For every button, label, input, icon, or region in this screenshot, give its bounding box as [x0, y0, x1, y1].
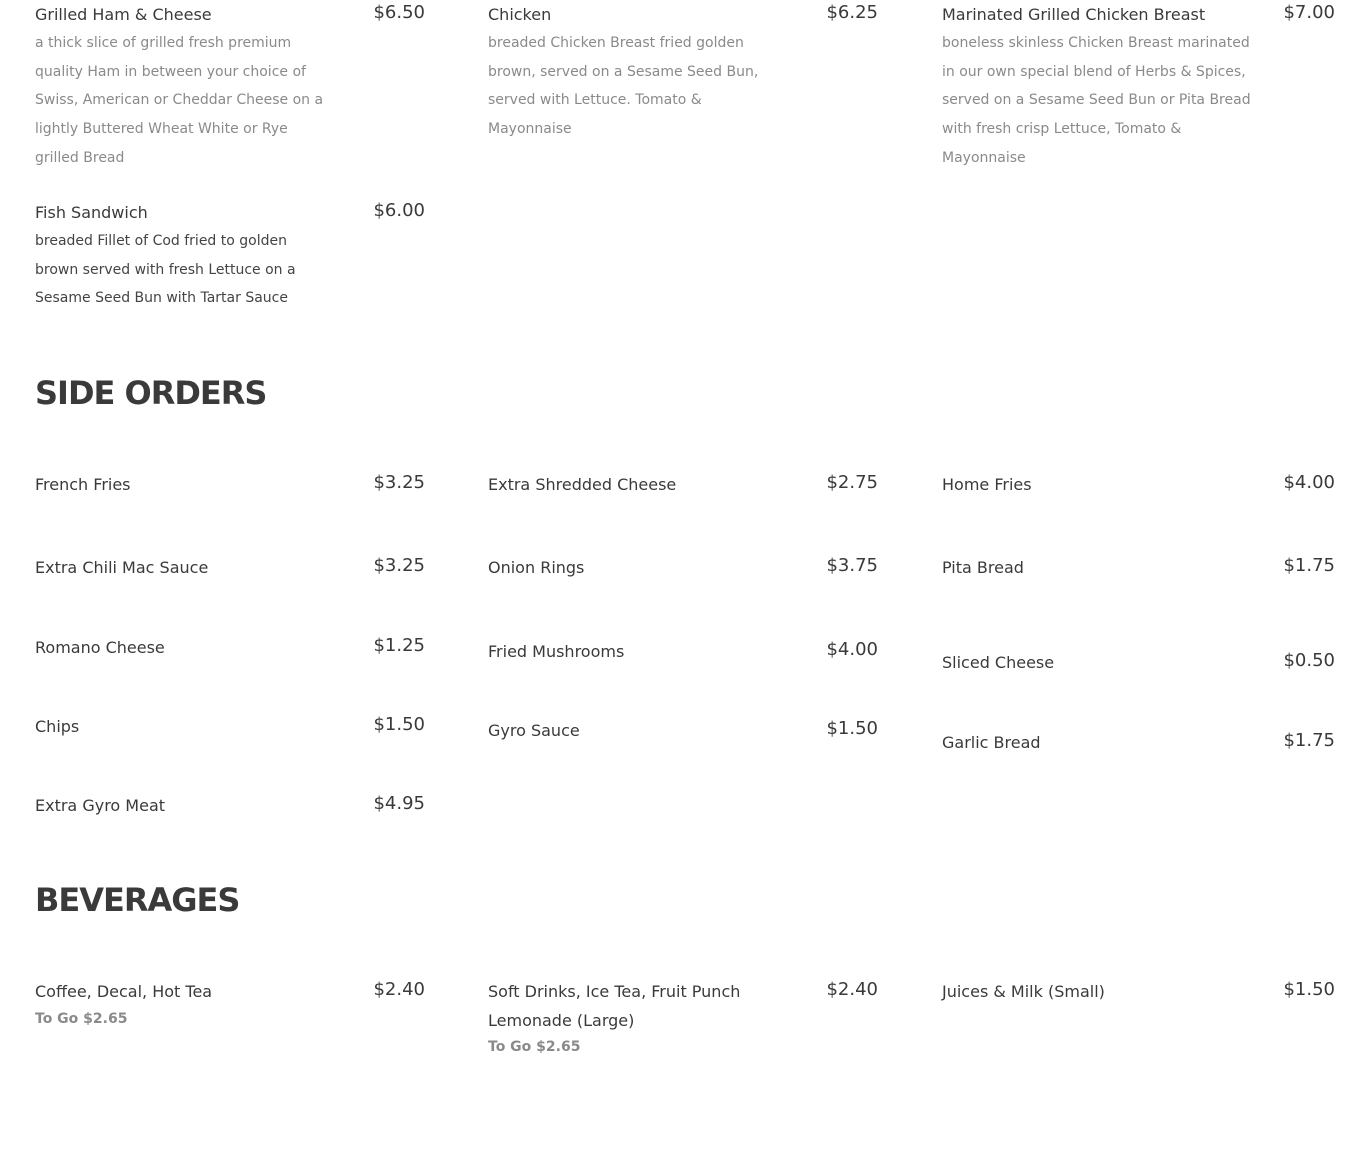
item-name: Extra Chili Mac Sauce: [35, 558, 209, 577]
item-description: a thick slice of grilled fresh premium quality Ham in between your choice of Swiss, American or Cheddar Cheese on a lightly Buttered Wheat White or Rye grilled Bread: [35, 35, 324, 166]
menu-item-garlic-bread: [942, 728, 1335, 757]
item-to-go-price: To Go $2.65: [35, 1011, 128, 1027]
item-price: $2.40: [373, 979, 425, 1000]
item-name: Grilled Ham & Cheese: [35, 5, 212, 24]
item-price: $6.25: [826, 2, 878, 23]
menu-item-extra-chili-mac-sauce: [35, 553, 425, 582]
item-name: Juices & Milk (Small): [942, 982, 1105, 1001]
item-price: $3.25: [373, 555, 425, 576]
menu-item-chicken: [488, 0, 883, 144]
item-price: $3.25: [373, 472, 425, 493]
item-name: Coffee, Decal, Hot Tea: [35, 982, 213, 1001]
item-price: $1.50: [373, 714, 425, 735]
menu-item-home-fries: [942, 470, 1335, 499]
menu-item-coffee-decal-hot-tea: [35, 977, 425, 1029]
menu-item-marinated-grilled-chicken: [942, 0, 1340, 173]
item-price: $3.75: [826, 555, 878, 576]
item-name: Sliced Cheese: [942, 653, 1055, 672]
item-price: $1.25: [373, 635, 425, 656]
item-price: $6.50: [373, 2, 425, 23]
item-price: $4.95: [373, 793, 425, 814]
item-to-go-price: To Go $2.65: [488, 1039, 581, 1055]
item-price: $1.75: [1283, 730, 1335, 751]
menu-item-french-fries: [35, 470, 425, 499]
item-name: Onion Rings: [488, 558, 585, 577]
item-name: Fried Mushrooms: [488, 642, 625, 661]
item-name: Chicken: [488, 5, 552, 24]
item-description: boneless skinless Chicken Breast marinated in our own special blend of Herbs & Spices, served on a Sesame Seed Bun or Pita Bread with fresh crisp Lettuce, Tomato & Mayonnaise: [942, 35, 1251, 166]
item-name: Gyro Sauce: [488, 721, 580, 740]
menu-item-onion-rings: [488, 553, 878, 582]
item-description: breaded Chicken Breast fried golden brown, served on a Sesame Seed Bun, served with Lettuce. Tomato & Mayonnaise: [488, 35, 759, 138]
menu-item-extra-gyro-meat: [35, 791, 425, 820]
section-title-side-orders: SIDE ORDERS: [35, 374, 267, 412]
menu-item-fish-sandwich: [35, 198, 430, 313]
item-name: French Fries: [35, 475, 131, 494]
item-price: $7.00: [1283, 2, 1335, 23]
menu-item-extra-shredded-cheese: [488, 470, 878, 499]
item-price: $6.00: [373, 200, 425, 221]
item-price: $1.75: [1283, 555, 1335, 576]
item-description: breaded Fillet of Cod fried to golden brown served with fresh Lettuce on a Sesame Seed Bun with Tartar Sauce: [35, 233, 296, 307]
item-name: Marinated Grilled Chicken Breast: [942, 5, 1206, 24]
item-price: $2.40: [826, 979, 878, 1000]
item-price: $4.00: [1283, 472, 1335, 493]
menu-item-juices-milk: [942, 977, 1335, 1006]
menu-item-grilled-ham-cheese: [35, 0, 430, 173]
item-name: Garlic Bread: [942, 733, 1041, 752]
item-name: Home Fries: [942, 475, 1032, 494]
menu-item-pita-bread: [942, 553, 1335, 582]
section-title-beverages: BEVERAGES: [35, 881, 240, 919]
item-price: $2.75: [826, 472, 878, 493]
item-price: $4.00: [826, 639, 878, 660]
item-name: Extra Gyro Meat: [35, 796, 166, 815]
item-name: Soft Drinks, Ice Tea, Fruit Punch Lemonade (Large): [488, 982, 741, 1030]
menu-item-chips: [35, 712, 425, 741]
menu-item-sliced-cheese: [942, 648, 1335, 677]
item-name: Extra Shredded Cheese: [488, 475, 677, 494]
menu-item-soft-drinks: [488, 977, 878, 1057]
item-name: Chips: [35, 717, 80, 736]
menu-item-romano-cheese: [35, 633, 425, 662]
item-price: $1.50: [1283, 979, 1335, 1000]
item-price: $1.50: [826, 718, 878, 739]
item-name: Fish Sandwich: [35, 203, 148, 222]
menu-item-fried-mushrooms: [488, 637, 878, 666]
menu-item-gyro-sauce: [488, 716, 878, 745]
item-price: $0.50: [1283, 650, 1335, 671]
item-name: Pita Bread: [942, 558, 1024, 577]
item-name: Romano Cheese: [35, 638, 165, 657]
